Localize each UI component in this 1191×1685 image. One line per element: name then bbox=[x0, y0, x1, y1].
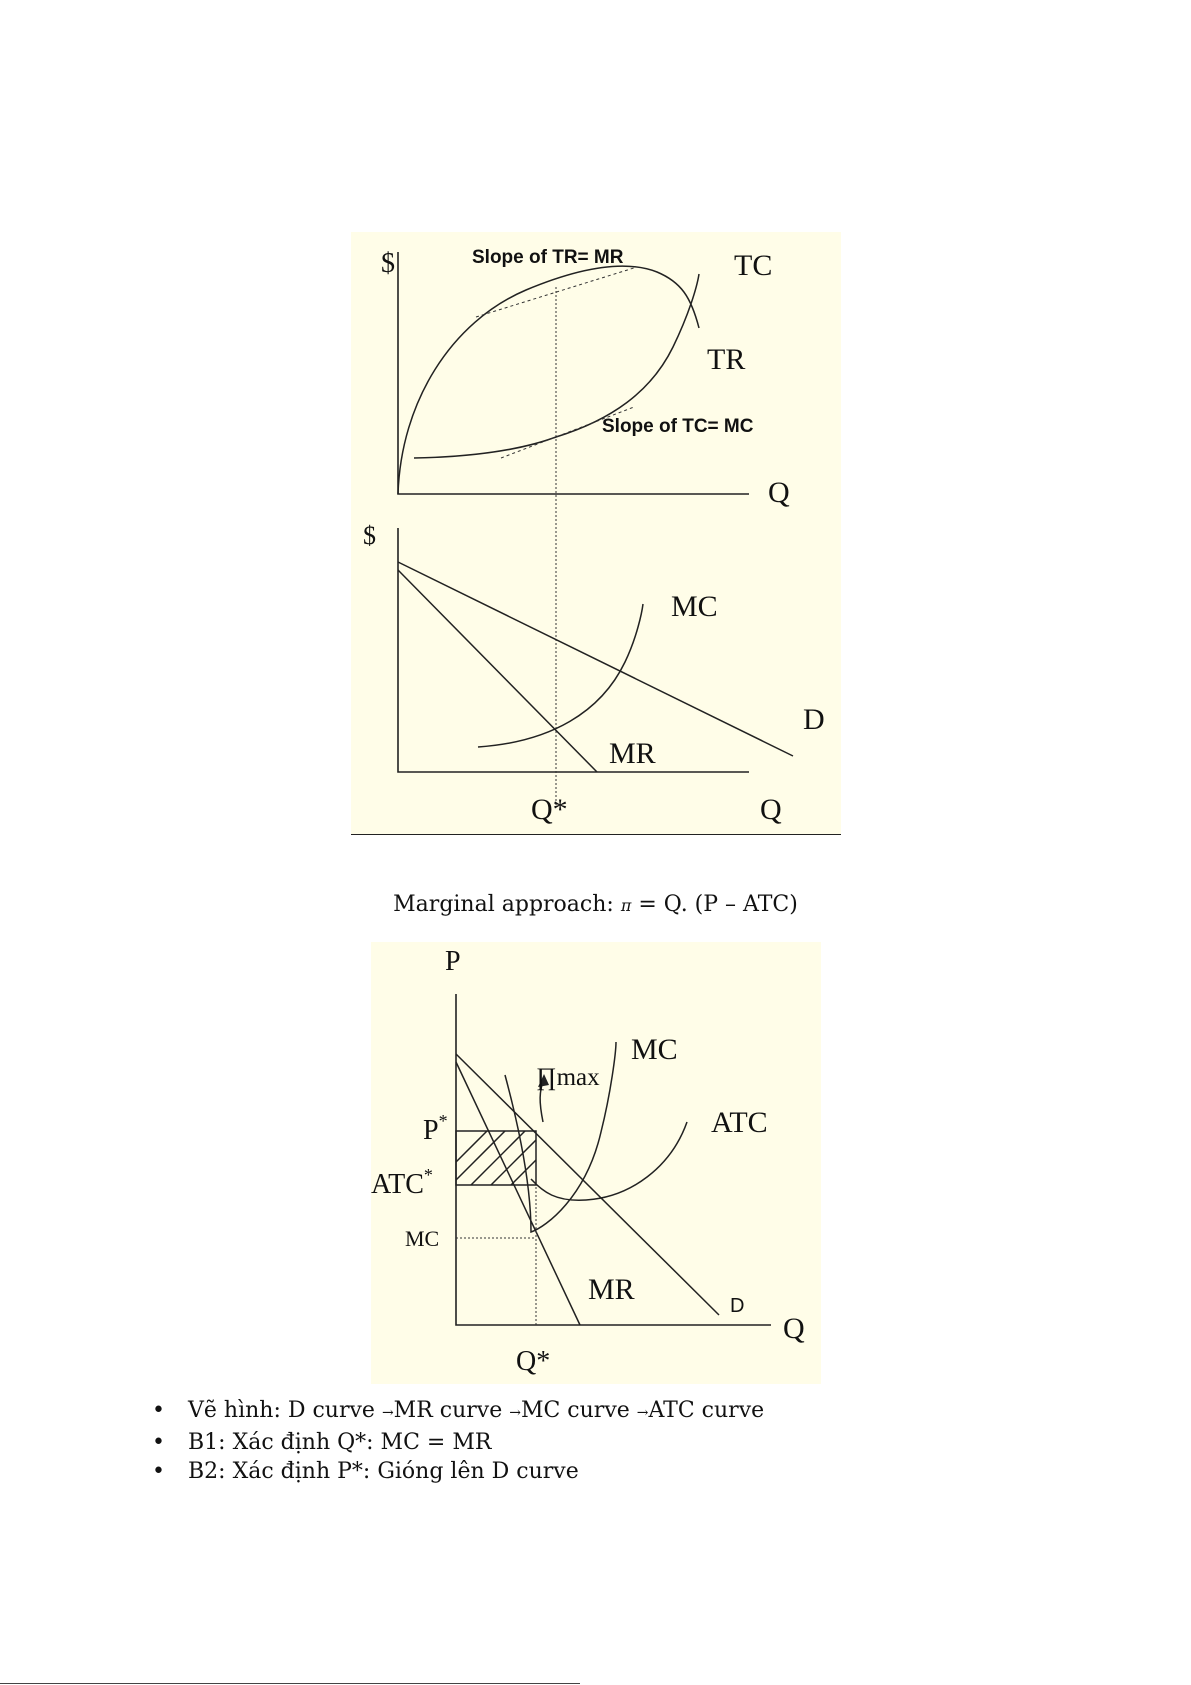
p-axis-label: P bbox=[445, 946, 461, 977]
p-star-label: P* bbox=[423, 1111, 448, 1146]
step-text: MR curve bbox=[393, 1398, 510, 1423]
list-item bbox=[152, 1457, 764, 1486]
profit-max-figure bbox=[371, 942, 821, 1384]
q-star-label: Q* bbox=[516, 1346, 551, 1377]
lower-dollar-label: $ bbox=[363, 521, 376, 550]
mc-label: MC bbox=[631, 1033, 678, 1066]
right-arrow-icon: → bbox=[381, 1405, 394, 1421]
tr-label: TR bbox=[707, 343, 746, 376]
footer-rule bbox=[0, 1683, 580, 1684]
mc-label: MC bbox=[671, 590, 718, 623]
caption-prefix: Marginal approach: bbox=[393, 892, 621, 917]
step-text: B1: Xác định Q*: MC = MR bbox=[188, 1430, 492, 1455]
step-text: Vẽ hình: D curve bbox=[188, 1398, 382, 1423]
mr-label: MR bbox=[609, 737, 656, 770]
upper-q-label: Q bbox=[768, 476, 790, 509]
slope-tc-label: Slope of TC= MC bbox=[602, 416, 754, 437]
caption-pi-symbol: π bbox=[620, 896, 632, 915]
right-arrow-icon: → bbox=[636, 1405, 649, 1421]
mr-line bbox=[398, 570, 597, 772]
tc-label: TC bbox=[734, 249, 773, 282]
mr-label: MR bbox=[588, 1273, 635, 1306]
figure-bottom-rule bbox=[351, 834, 841, 835]
slope-tr-label: Slope of TR= MR bbox=[472, 247, 624, 268]
mc-axis-label: MC bbox=[405, 1226, 440, 1251]
right-arrow-icon: → bbox=[509, 1405, 521, 1421]
demand-line bbox=[398, 562, 793, 756]
q-star-label: Q* bbox=[531, 793, 568, 826]
atc-star-label: ATC* bbox=[371, 1165, 433, 1200]
step-text: B2: Xác định P*: Gióng lên D curve bbox=[188, 1459, 579, 1484]
total-marginal-diagram bbox=[351, 232, 841, 835]
step-text: ATC curve bbox=[648, 1398, 765, 1423]
d-label: D bbox=[803, 703, 825, 736]
list-item bbox=[152, 1428, 764, 1457]
mr-line bbox=[456, 1062, 580, 1325]
caption-formula: = Q. (P – ATC) bbox=[631, 892, 798, 917]
tr-curve bbox=[398, 266, 699, 494]
d-label: D bbox=[730, 1295, 745, 1317]
tr-tangent-line bbox=[476, 267, 637, 317]
lower-axes bbox=[398, 528, 749, 772]
steps-list bbox=[152, 1396, 764, 1486]
atc-label: ATC bbox=[711, 1106, 768, 1139]
upper-dollar-label: $ bbox=[381, 248, 395, 279]
q-axis-label: Q bbox=[783, 1312, 805, 1345]
total-marginal-figure bbox=[351, 232, 841, 835]
atc-curve bbox=[531, 1122, 687, 1200]
profit-max-diagram bbox=[371, 942, 821, 1384]
pi-max-label: ∏max bbox=[536, 1064, 600, 1091]
list-item bbox=[152, 1396, 764, 1428]
lower-q-label: Q bbox=[760, 793, 782, 826]
marginal-approach-caption bbox=[0, 892, 1191, 917]
step-text: MC curve bbox=[520, 1398, 637, 1423]
